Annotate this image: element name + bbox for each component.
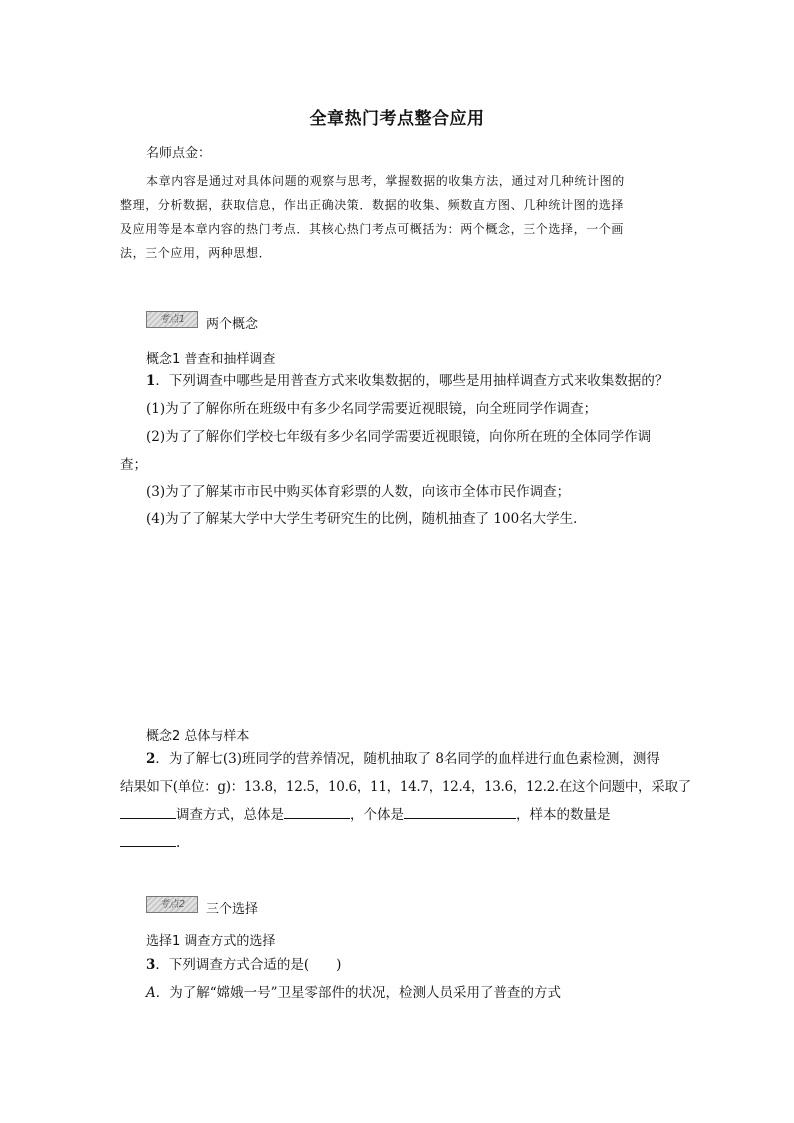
question-1-text: ．下列调查中哪些是用普查方式来收集数据的，哪些是用抽样调查方式来收集数据的？ [155,373,669,389]
question-2-text-b: ，个体是 [350,807,404,823]
tips-label: 名师点金： [146,146,212,161]
question-3 [146,954,676,976]
question-1 [146,370,676,392]
option-a-letter: A [146,985,156,1001]
question-1-item-2-cont: 查； [120,457,147,473]
answer-blank-3[interactable] [404,804,516,819]
question-3-option-a [146,982,676,1004]
question-1-item-2: (2)为了了解你们学校七年级有多少名同学需要近视眼镜，向你所在班的全体同学作调 [146,429,652,445]
choice-1-title: 选择1 调查方式的选择 [146,934,276,949]
tips-line-3: 及应用等是本章内容的热门考点．其核心热门考点可概括为：两个概念，三个选择，一个画 [120,222,625,236]
question-2-text-a: 调查方式，总体是 [176,807,284,823]
question-2-text: ．为了解七(3)班同学的营养情况，随机抽取了 8名同学的血样进行血色素检测，测得 [155,751,660,767]
answer-blank-4[interactable] [120,832,176,847]
tips-line-1: 本章内容是通过对具体问题的观察与思考，掌握数据的收集方法，通过对几种统计图的 [146,174,625,188]
section-title-2: 三个选择 [206,902,259,917]
question-1-number: 1 [146,373,156,389]
question-2-end: . [176,835,181,851]
concept-2-title: 概念2 总体与样本 [146,729,250,744]
question-2-line-1 [146,748,676,770]
page-title: 全章热门考点整合应用 [309,109,485,129]
tips-line-2: 整理，分析数据，获取信息，作出正确决策．数据的收集、频数直方图、几种统计图的选择 [120,198,625,212]
question-1-item-1: (1)为了了解你所在班级中有多少名同学需要近视眼镜，向全班同学作调查； [146,401,598,417]
option-a-text: ．为了解“嫦娥一号”卫星零部件的状况，检测人员采用了普查的方式 [155,985,562,1001]
answer-blank-2[interactable] [284,804,350,819]
answer-blank-1[interactable] [120,804,176,819]
section-badge-2: 考点2 [146,896,198,913]
question-3-text: ．下列调查方式合适的是( ) [155,957,342,973]
tips-line-4: 法，三个应用，两种思想． [120,246,272,260]
section-title-1: 两个概念 [206,317,259,332]
question-3-number: 3 [146,957,156,973]
concept-1-title: 概念1 普查和抽样调查 [146,352,276,367]
section-badge-1: 考点1 [146,311,198,328]
question-1-item-3: (3)为了了解某市市民中购买体育彩票的人数，向该市全体市民作调查； [146,484,571,500]
question-2-line-3 [120,804,676,826]
question-2-line-4 [120,832,676,854]
question-2-text-c: ，样本的数量是 [516,807,611,823]
question-2-number: 2 [146,751,156,767]
question-1-item-4: (4)为了了解某大学中大学生考研究生的比例，随机抽查了 100名大学生． [146,511,587,527]
question-2-line-2: 结果如下(单位：g)：13.8，12.5，10.6，11，14.7，12.4，13.6，12.2.在这个问题中，采取了 [120,779,691,795]
